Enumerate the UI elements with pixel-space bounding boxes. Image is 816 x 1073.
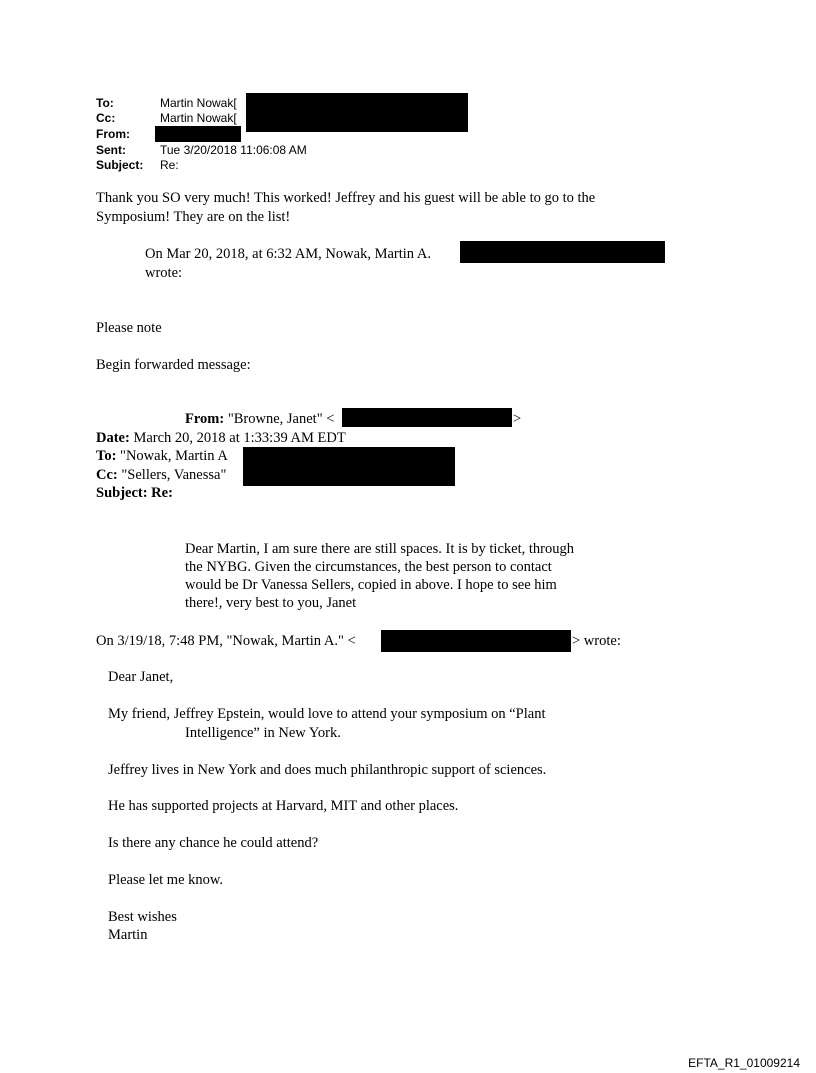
reply-line-1: Thank you SO very much! This worked! Jeffrey and his guest will be able to go to the [96, 190, 596, 206]
janet-line-4: there!, very best to you, Janet [185, 595, 357, 611]
quote2-suffix: > wrote: [572, 633, 621, 649]
header-sent-row [96, 143, 307, 157]
header-cc-row [96, 111, 237, 125]
quote1-line-2: wrote: [145, 265, 183, 281]
header-from-label: From: [96, 127, 130, 141]
fwd-date-label: Date: [96, 430, 130, 446]
martin-closing-2: Martin [108, 927, 148, 943]
martin-p4: Is there any chance he could attend? [108, 835, 319, 851]
martin-p1-line-2: Intelligence” in New York. [185, 725, 341, 741]
quote2-prefix: On 3/19/18, 7:48 PM, "Nowak, Martin A." < [96, 633, 356, 649]
redaction-block [243, 447, 455, 486]
redaction-block [342, 408, 512, 427]
redaction-block [460, 241, 665, 263]
fwd-to-label: To: [96, 448, 117, 464]
fwd-from-label: From: [185, 411, 225, 427]
header-to-row [96, 96, 237, 110]
header-subject-value: Re: [160, 158, 179, 172]
martin-p2: Jeffrey lives in New York and does much philanthropic support of sciences. [108, 762, 547, 778]
please-note: Please note [96, 320, 162, 336]
fwd-date-row [96, 429, 346, 447]
header-cc-label: Cc: [96, 111, 116, 125]
martin-closing-1: Best wishes [108, 909, 177, 925]
martin-greeting: Dear Janet, [108, 669, 174, 685]
fwd-subject: Subject: Re: [96, 485, 173, 501]
header-sent-label: Sent: [96, 143, 126, 157]
reply-line-2: Symposium! They are on the list! [96, 209, 291, 225]
document-id: EFTA_R1_01009214 [688, 1056, 800, 1070]
fwd-to-row [96, 447, 228, 465]
redaction-block [381, 630, 571, 652]
quote1-line-1: On Mar 20, 2018, at 6:32 AM, Nowak, Martin A. [145, 246, 431, 262]
header-sent-value: Tue 3/20/2018 11:06:08 AM [160, 143, 307, 157]
fwd-cc-row [96, 466, 226, 484]
fwd-to-value: "Nowak, Martin A [116, 448, 228, 464]
janet-line-3: would be Dr Vanessa Sellers, copied in above. I hope to see him [185, 577, 557, 593]
fwd-from-value: "Browne, Janet" < [224, 411, 335, 427]
fwd-from-close: > [513, 411, 522, 427]
janet-line-2: the NYBG. Given the circumstances, the best person to contact [185, 559, 552, 575]
fwd-date-value: March 20, 2018 at 1:33:39 AM EDT [129, 430, 346, 446]
martin-p5: Please let me know. [108, 872, 224, 888]
fwd-from-row [185, 410, 334, 428]
fwd-cc-label: Cc: [96, 467, 118, 483]
martin-p1-line-1: My friend, Jeffrey Epstein, would love to attend your symposium on “Plant [108, 706, 546, 722]
redaction-block [155, 126, 241, 142]
header-subject-label: Subject: [96, 158, 144, 172]
redaction-block [246, 93, 468, 132]
fwd-cc-value: "Sellers, Vanessa" [117, 467, 227, 483]
header-cc-value: Martin Nowak[ [160, 111, 237, 125]
martin-p3: He has supported projects at Harvard, MIT and other places. [108, 798, 459, 814]
header-to-label: To: [96, 96, 114, 110]
header-subject-row [96, 158, 179, 172]
begin-forwarded: Begin forwarded message: [96, 357, 251, 373]
header-to-value: Martin Nowak[ [160, 96, 237, 110]
header-from-row [96, 127, 160, 141]
janet-line-1: Dear Martin, I am sure there are still spaces. It is by ticket, through [185, 541, 574, 557]
